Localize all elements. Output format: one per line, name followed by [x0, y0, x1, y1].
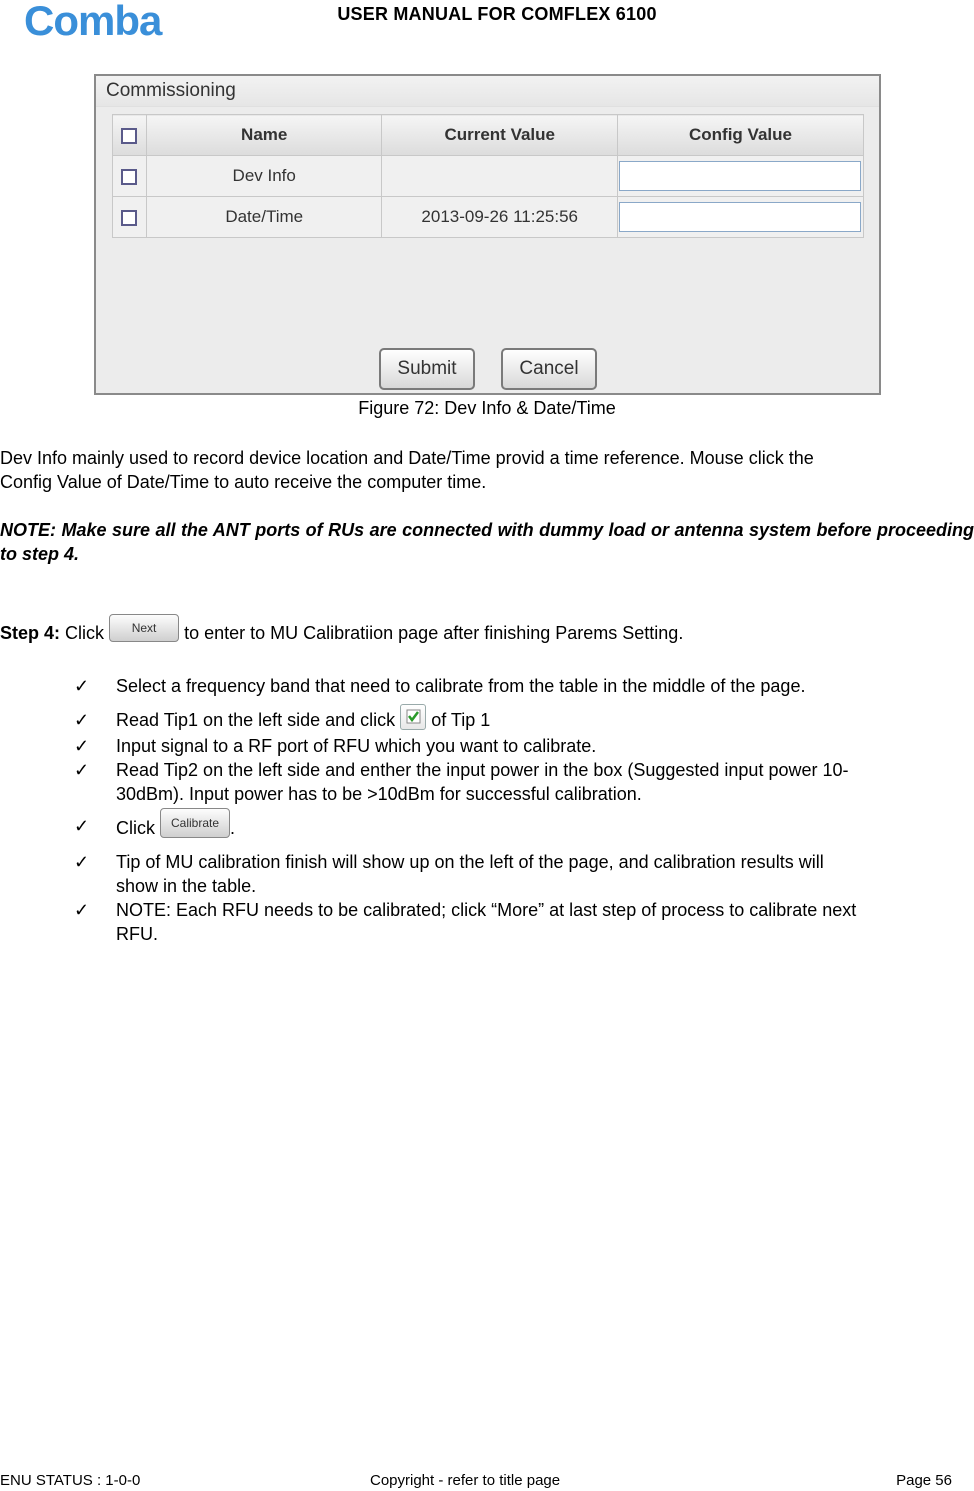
step-4-text: to enter to MU Calibratiion page after finishing Parems Setting.	[184, 622, 684, 643]
tip-confirm-button[interactable]	[400, 704, 426, 730]
config-value-input-dev-info[interactable]	[619, 161, 861, 191]
table-row	[113, 156, 864, 197]
commissioning-panel	[94, 74, 881, 395]
config-value-input-date-time[interactable]	[619, 202, 861, 232]
list-item: ✓ Click Calibrate .	[0, 814, 974, 844]
row-name: Dev Info	[146, 156, 382, 197]
list-item: ✓ Tip of MU calibration finish will show up on the left of the page, and calibration results will show in the table.	[74, 852, 824, 897]
footer-copyright: Copyright - refer to title page	[370, 1472, 561, 1489]
step-4-click: Click	[65, 622, 105, 643]
list-item: ✓ Read Tip1 on the left side and click of Tip 1	[0, 708, 974, 734]
select-all-checkbox[interactable]	[121, 128, 137, 144]
document-title: USER MANUAL FOR COMFLEX 6100	[337, 4, 657, 24]
check-mark-icon: ✓	[74, 676, 90, 696]
table-row	[113, 197, 864, 238]
commissioning-table	[112, 114, 864, 238]
instruction-list	[0, 674, 974, 946]
calibrate-button[interactable]: Calibrate	[160, 808, 230, 838]
row-name: Date/Time	[146, 197, 382, 238]
footer-status: ENU STATUS : 1-0-0	[0, 1472, 141, 1489]
check-mark-icon: ✓	[74, 852, 90, 873]
table-header-row	[113, 115, 864, 156]
check-mark-icon: ✓	[74, 900, 90, 921]
cancel-button[interactable]: Cancel	[501, 348, 597, 390]
next-button[interactable]: Next	[109, 614, 179, 642]
list-item: ✓ NOTE: Each RFU needs to be calibrated; click “More” at last step of process to calibrate next RFU.	[74, 900, 857, 945]
list-item: ✓ Select a frequency band that need to calibrate from the table in the middle of the page.	[74, 676, 806, 696]
row-checkbox-dev-info[interactable]	[121, 169, 137, 185]
check-mark-icon: ✓	[74, 760, 90, 781]
list-item: ✓ Input signal to a RF port of RFU which you want to calibrate.	[74, 736, 597, 757]
check-mark-icon: ✓	[74, 816, 90, 837]
intro-line-1: Dev Info mainly used to record device location and Date/Time provid a time reference. Mouse click the	[0, 448, 814, 468]
check-mark-icon: ✓	[74, 710, 90, 730]
row-checkbox-date-time[interactable]	[121, 210, 137, 226]
logo-text: Comba	[24, 2, 162, 42]
figure-caption: Figure 72: Dev Info & Date/Time	[358, 398, 616, 418]
footer-page-number: Page 56	[896, 1472, 952, 1489]
column-header-current-value: Current Value	[382, 115, 618, 156]
green-check-icon	[401, 705, 425, 729]
column-header-config-value: Config Value	[617, 115, 863, 156]
intro-line-2: Config Value of Date/Time to auto receive the computer time.	[0, 472, 487, 492]
check-mark-icon: ✓	[74, 736, 90, 757]
submit-button[interactable]: Submit	[379, 348, 475, 390]
step-4-paragraph	[0, 620, 974, 648]
panel-title: Commissioning	[106, 80, 236, 101]
note-paragraph: NOTE: Make sure all the ANT ports of RUs are connected with dummy load or antenna system before proceeding to step 4.	[0, 520, 974, 564]
list-item: ✓ Read Tip2 on the left side and enther the input power in the box (Suggested input power 10- 30dBm). Input power has to be >10dBm for successful calibration.	[74, 760, 849, 805]
row-current-value: 2013-09-26 11:25:56	[382, 197, 618, 238]
column-header-name: Name	[146, 115, 382, 156]
row-current-value	[382, 156, 618, 197]
step-4-label: Step 4:	[0, 622, 61, 643]
select-all-cell[interactable]	[113, 115, 147, 156]
